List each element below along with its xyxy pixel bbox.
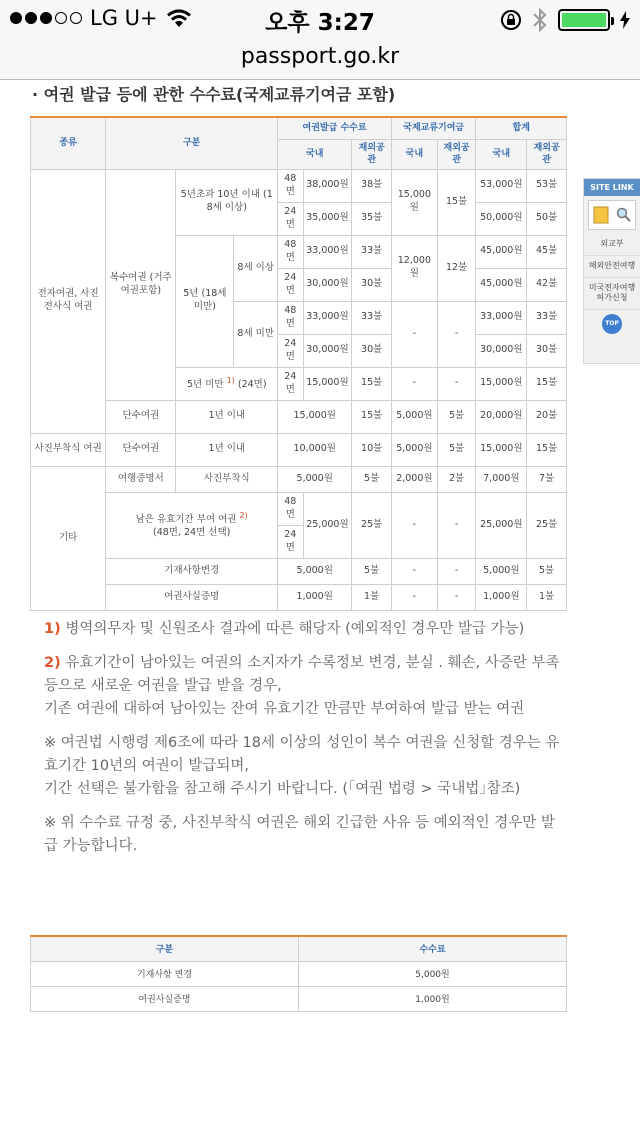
site-link-esta[interactable]: 미국전자여행 허가신청 (584, 278, 640, 311)
table-row: 여권사실증명 1,000원 (31, 986, 567, 1011)
document-icon (592, 205, 612, 225)
site-link-mofa[interactable]: 외교부 (584, 234, 640, 256)
clock: 오후 3:27 (265, 10, 375, 36)
misc-fee-table (30, 935, 567, 1012)
site-link-banner-icon[interactable] (588, 200, 636, 230)
status-bar (0, 0, 640, 40)
th-abroad: 재외공관 (527, 139, 567, 169)
table-row: 기재사항변경 5,000원 5불 - - 5,000원 5불 (31, 558, 567, 584)
th-type: 종류 (31, 117, 106, 169)
table-row: 남은 유효기간 부여 여권 $^{2)}$ (48면, 24면 선택) 48면 25,000원 25불 - - 25,000원 25불 (31, 492, 567, 525)
note-age-rule: ※ 여권법 시행령 제6조에 따라 18세 이상의 성인이 복수 여권을 신청할 경우는 유효기간 10년의 여권이 발급되며, 기간 선택은 불가함을 참고해 주시기 바랍니다. (｢여권 법령 > 국내법｣참조) (44, 735, 560, 797)
site-link-panel (583, 178, 640, 364)
table-row: 여권사실증명 1,000원 1불 - - 1,000원 1불 (31, 584, 567, 610)
page-title: · 여권 발급 등에 관한 수수료(국제교류기여금 포함) (32, 85, 396, 104)
table-row: 5년 미만 $^{1)}$ (24면) 24면 15,000원 15불 - - 15,000원 15불 (31, 367, 567, 400)
bluetooth-icon (532, 7, 548, 33)
address-bar[interactable] (0, 40, 640, 80)
note-photo-passport: ※ 위 수수료 규정 중, 사진부착식 여권은 해외 긴급한 사유 등 예외적인 경우만 발급 가능합니다. (44, 815, 555, 854)
carrier-name: LG U+ (90, 6, 158, 30)
rotation-lock-icon (500, 9, 522, 31)
table-row: 8세 미만 48면 33,000원 33불 - - 33,000원 33불 (31, 301, 567, 334)
th-category: 구분 (31, 936, 299, 961)
th-intl-fund: 국제교류기여금 (392, 117, 476, 139)
th-abroad: 재외공관 (352, 139, 392, 169)
th-fee: 수수료 (299, 936, 567, 961)
th-category: 구분 (106, 117, 278, 169)
table-row: 사진부착식 여권 단수여권 1년 이내 10,000원 10불 5,000원 5불 15,000원 15불 (31, 433, 567, 466)
footnote-1: 1) 병역의무자 및 신원조사 결과에 따른 해당자 (예외적인 경우만 발급 가능) (44, 621, 525, 637)
battery-icon (558, 9, 610, 31)
th-issue-fee: 여권발급 수수료 (278, 117, 392, 139)
magnifier-icon (616, 207, 632, 223)
table-row: 기재사항 변경 5,000원 (31, 961, 567, 986)
table-row: 전자여권, 사진전사식 여권 복수여권 (거주여권포함) 5년초과 10년 이내 (18세 이상) 48면 38,000원 38불 15,000원 15불 53,000원 53불 (31, 169, 567, 202)
table-row: 24면 (31, 525, 567, 558)
site-link-travel-safety[interactable]: 해외안전여행 (584, 256, 640, 278)
th-domestic: 국내 (476, 139, 527, 169)
table-row: 24면 35,000원 35불 50,000원 50불 (31, 202, 567, 235)
fee-table (30, 116, 567, 611)
table-row: 단수여권 1년 이내 15,000원 15불 5,000원 5불 20,000원 20불 (31, 400, 567, 433)
th-domestic: 국내 (278, 139, 352, 169)
th-domestic: 국내 (392, 139, 438, 169)
table-row: 5년 (18세 미만) 8세 이상 48면 33,000원 33불 12,000원 12불 45,000원 45불 (31, 235, 567, 268)
footnote-2: 2) 유효기간이 남아있는 여권의 소지자가 수록정보 변경, 분실 . 훼손, 사증란 부족 등으로 새로운 여권을 발급 받을 경우, 기존 여권에 대하여 남아있는 잔여 유효기간 만큼만 부여하여 발급 받는 여권 (44, 655, 560, 717)
table-row: 24면 30,000원 30불 45,000원 42불 (31, 268, 567, 301)
table-row: 기타 여행증명서 사진부착식 5,000원 5불 2,000원 2불 7,000원 7불 (31, 466, 567, 492)
table-row: 24면 30,000원 30불 30,000원 30불 (31, 334, 567, 367)
charging-bolt-icon (620, 11, 630, 29)
th-total: 합계 (476, 117, 567, 139)
th-abroad: 재외공관 (437, 139, 476, 169)
site-link-title: SITE LINK (584, 179, 640, 196)
footnotes (44, 618, 564, 869)
url-text[interactable]: passport.go.kr (240, 44, 400, 69)
scroll-top-button[interactable]: TOP (602, 314, 622, 334)
